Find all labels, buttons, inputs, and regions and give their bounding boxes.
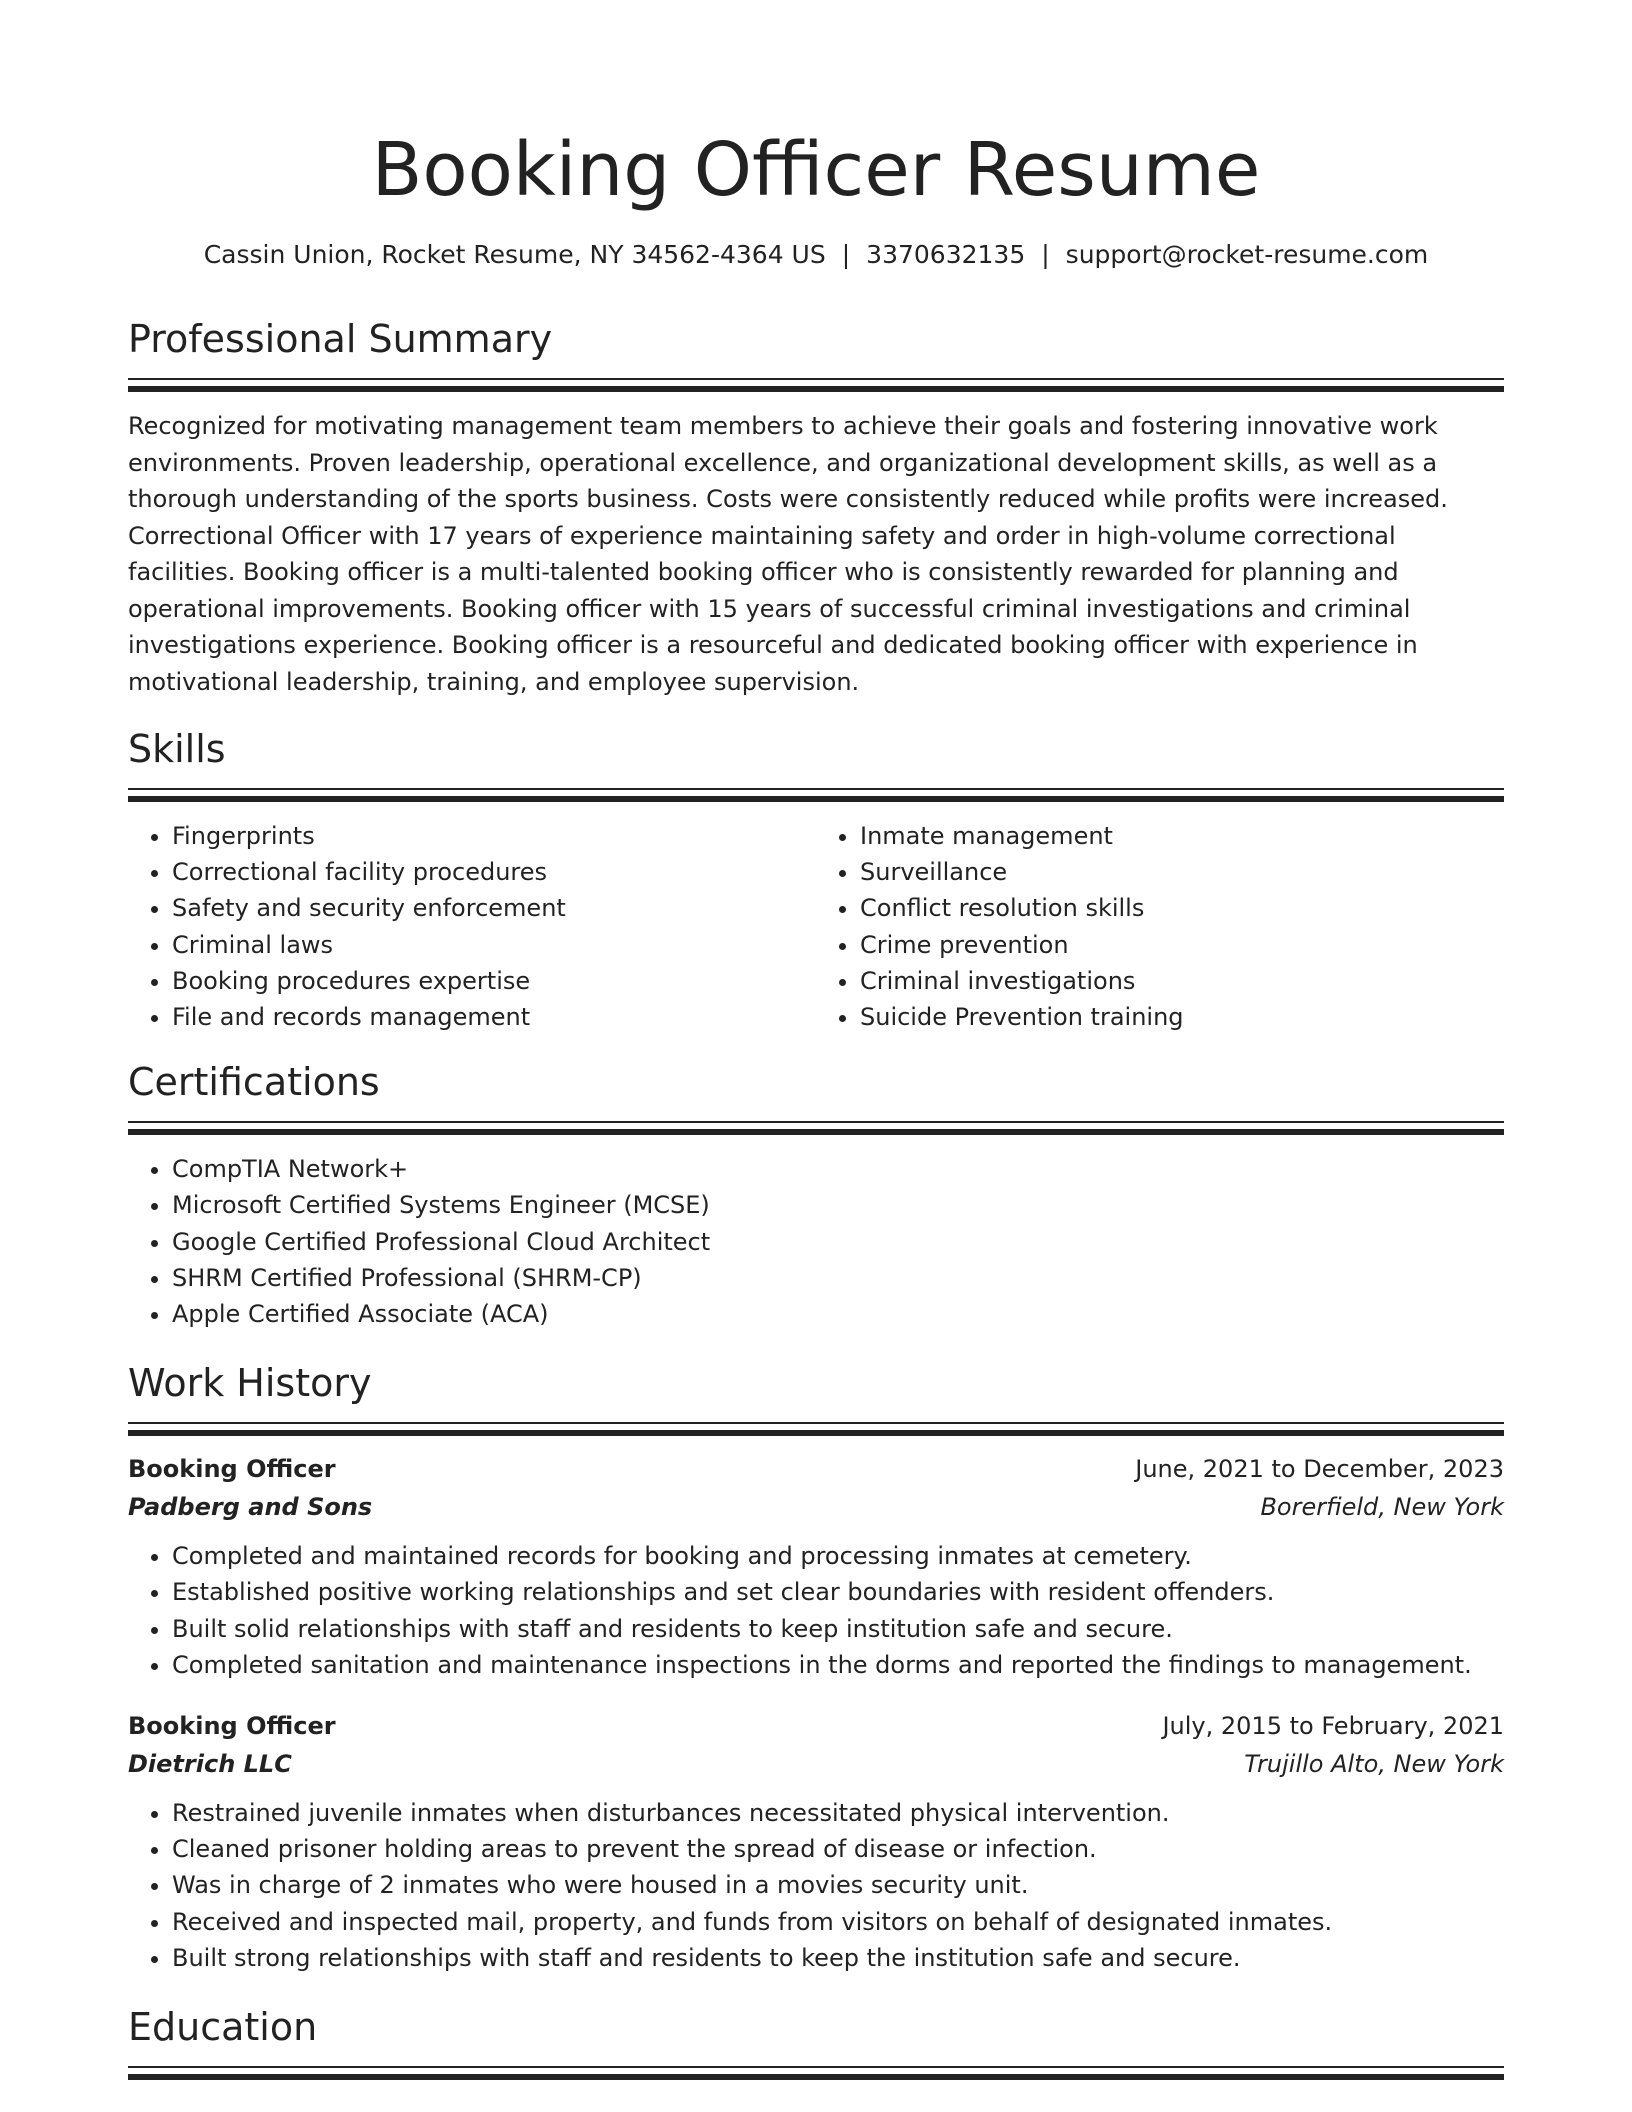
duty-item: • Was in charge of 2 inmates who were housed in a movies security unit. [172, 1867, 1504, 1903]
certifications-heading: Certifications [128, 1060, 380, 1105]
section-divider [128, 788, 1504, 802]
job-entry [128, 1707, 1504, 1976]
job-company: Dietrich LLC [128, 1750, 292, 1779]
certifications-section [128, 1057, 1504, 1332]
job-subheader [128, 1488, 1504, 1526]
job-header [128, 1707, 1504, 1745]
duty-item: • Completed sanitation and maintenance inspections in the dorms and reported the findings to management. [172, 1647, 1504, 1683]
certification-item: • Apple Certified Associate (ACA) [172, 1296, 1504, 1332]
skill-item: • Criminal laws [172, 927, 816, 963]
job-subheader [128, 1745, 1504, 1783]
education-section [128, 2002, 1504, 2080]
duty-item: • Received and inspected mail, property, and funds from visitors on behalf of designated inmates. [172, 1904, 1504, 1940]
skills-list-right [816, 818, 1504, 1035]
contact-phone: 3370632135 [866, 240, 1026, 269]
job-title: Booking Officer [128, 1455, 336, 1484]
skill-item: • Correctional facility procedures [172, 854, 816, 890]
duty-item: • Built solid relationships with staff and residents to keep institution safe and secure. [172, 1611, 1504, 1647]
education-heading: Education [128, 2005, 318, 2050]
skill-item: • Inmate management [860, 818, 1504, 854]
job-company: Padberg and Sons [128, 1493, 373, 1522]
work-history-heading: Work History [128, 1361, 372, 1406]
job-dates: July, 2015 to February, 2021 [1162, 1712, 1504, 1741]
contact-line [128, 238, 1504, 272]
skills-heading: Skills [128, 727, 226, 771]
duty-item: • Established positive working relationships and set clear boundaries with resident offenders. [172, 1574, 1504, 1610]
skill-item: • Fingerprints [172, 818, 816, 854]
job-location: Trujillo Alto, New York [1244, 1750, 1504, 1779]
job-entry [128, 1450, 1504, 1683]
summary-text: Recognized for motivating management team members to achieve their goals and fostering innovative work environments. Proven leadership, operational excellence, and organizational development skills, as well as a thorough understanding of the sports business. Costs were consistently reduced while profits were increased. Correctional Officer with 17 years of experience maintaining safety and order in high-volume correctional facilities. Booking officer is a multi-talented booking officer who is consistently rewarded for planning and operational improvements. Booking officer with 15 years of successful criminal investigations and criminal investigations experience. Booking officer is a resourceful and dedicated booking officer with experience in motivational leadership, training, and employee supervision. [128, 412, 1448, 696]
contact-address: Cassin Union, Rocket Resume, NY 34562-4364 US [203, 240, 826, 269]
duty-item: • Restrained juvenile inmates when disturbances necessitated physical intervention. [172, 1795, 1504, 1831]
resume-title: Booking Officer Resume [371, 127, 1261, 213]
skill-item: • Suicide Prevention training [860, 999, 1504, 1035]
certifications-list [128, 1151, 1504, 1332]
certification-item: • CompTIA Network+ [172, 1151, 1504, 1187]
skills-list-left [128, 818, 816, 1035]
section-divider [128, 1422, 1504, 1436]
certification-item: • SHRM Certified Professional (SHRM-CP) [172, 1260, 1504, 1296]
section-divider [128, 378, 1504, 392]
certification-item: • Microsoft Certified Systems Engineer (MCSE) [172, 1187, 1504, 1223]
section-divider [128, 1121, 1504, 1135]
duty-item: • Built strong relationships with staff and residents to keep the institution safe and secure. [172, 1940, 1504, 1976]
job-dates: June, 2021 to December, 2023 [1135, 1455, 1504, 1484]
skill-item: • File and records management [172, 999, 816, 1035]
skill-item: • Conflict resolution skills [860, 890, 1504, 926]
duty-item: • Completed and maintained records for booking and processing inmates at cemetery. [172, 1538, 1504, 1574]
summary-section [128, 314, 1504, 700]
skill-item: • Criminal investigations [860, 963, 1504, 999]
job-duties [128, 1795, 1504, 1976]
contact-email: support@rocket-resume.com [1065, 240, 1429, 269]
job-header [128, 1450, 1504, 1488]
skill-item: • Booking procedures expertise [172, 963, 816, 999]
duty-item: • Cleaned prisoner holding areas to prevent the spread of disease or infection. [172, 1831, 1504, 1867]
section-divider [128, 2066, 1504, 2080]
resume-page [128, 0, 1504, 2080]
skill-item: • Safety and security enforcement [172, 890, 816, 926]
certification-item: • Google Certified Professional Cloud Architect [172, 1224, 1504, 1260]
contact-separator: | [1041, 240, 1050, 269]
skill-item: • Crime prevention [860, 927, 1504, 963]
contact-separator: | [841, 240, 851, 269]
work-history-section [128, 1358, 1504, 1976]
skills-grid [128, 818, 1504, 1035]
skill-item: • Surveillance [860, 854, 1504, 890]
job-location: Borerfield, New York [1260, 1493, 1504, 1522]
job-title: Booking Officer [128, 1712, 336, 1741]
skills-section [128, 724, 1504, 1035]
job-duties [128, 1538, 1504, 1683]
summary-heading: Professional Summary [128, 317, 553, 361]
